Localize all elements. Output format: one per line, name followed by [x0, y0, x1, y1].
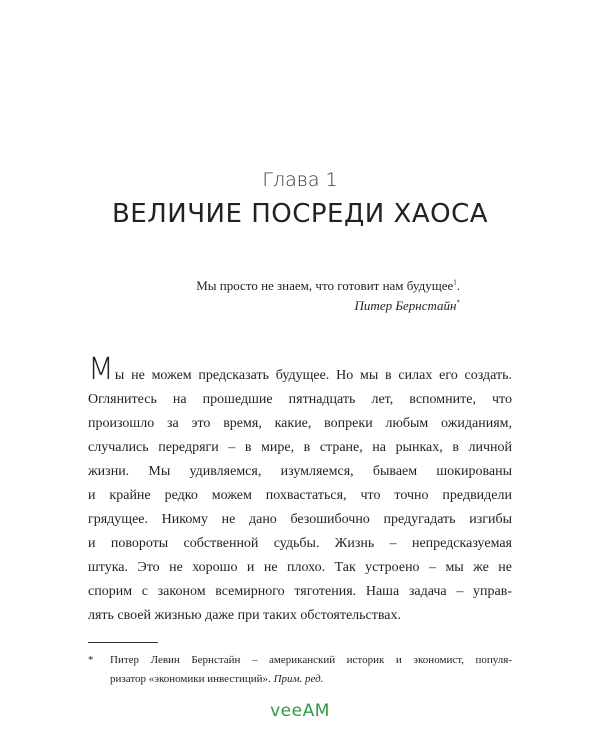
chapter-label: Глава 1: [262, 169, 338, 191]
body-line: произошло за это время, какие, вопреки любым ожиданиям,: [88, 416, 512, 431]
body-line: спорим с законом всемирного тяготения. Наша задача – управ-: [88, 584, 512, 599]
footnote: [88, 651, 512, 689]
quote-end: .: [456, 278, 460, 293]
quote-text: Мы просто не знаем, что готовит нам будущее: [196, 278, 454, 293]
author-footnote-ref: *: [456, 298, 460, 307]
body-line: случались передряги – в мире, в стране, на рынках, в личной: [88, 440, 512, 455]
footnote-line-2: [110, 670, 512, 689]
body-line: Оглянитесь на прошедшие пятнадцать лет, вспомните, что: [88, 392, 512, 407]
footnote-line-1: Питер Левин Бернстайн – американский историк и экономист, популя-: [110, 654, 512, 666]
first-line-text: ы не можем предсказать будущее. Но мы в силах его создать.: [114, 368, 512, 383]
footnote-text-end: ризатор «экономики инвестиций».: [110, 673, 271, 685]
body-line: грядущее. Никому не дано безошибочно предугадать изгибы: [88, 512, 512, 527]
footnote-mark: *: [88, 654, 94, 666]
footnote-divider: [88, 642, 158, 643]
body-line: жизни. Мы удивляемся, изумляемся, бываем шокированы: [88, 464, 512, 479]
body-line: штука. Это не хорошо и не плохо. Так устроено – мы же не: [88, 560, 512, 575]
chapter-title: ВЕЛИЧИЕ ПОСРЕДИ ХАОСА: [111, 199, 489, 229]
veeam-logo: veeAM: [270, 701, 330, 721]
body-line: лять своей жизнью даже при таких обстоятельствах.: [88, 608, 402, 623]
body-line: и повороты собственной судьбы. Жизнь – непредсказуемая: [88, 536, 512, 551]
epigraph: [196, 276, 460, 316]
editor-note: Прим. ред.: [273, 673, 324, 685]
epigraph-author: [196, 296, 460, 316]
author-name: Питер Бернстайн: [354, 298, 457, 313]
epigraph-quote: [196, 276, 460, 296]
body-line: и крайне редко можем похвастаться, что точно предвидели: [88, 488, 512, 503]
body-line: [88, 352, 512, 388]
body-text: [88, 352, 512, 628]
quote-footnote-ref: 1: [453, 278, 457, 287]
drop-cap: М: [88, 352, 114, 387]
main-text-column: [88, 352, 512, 689]
